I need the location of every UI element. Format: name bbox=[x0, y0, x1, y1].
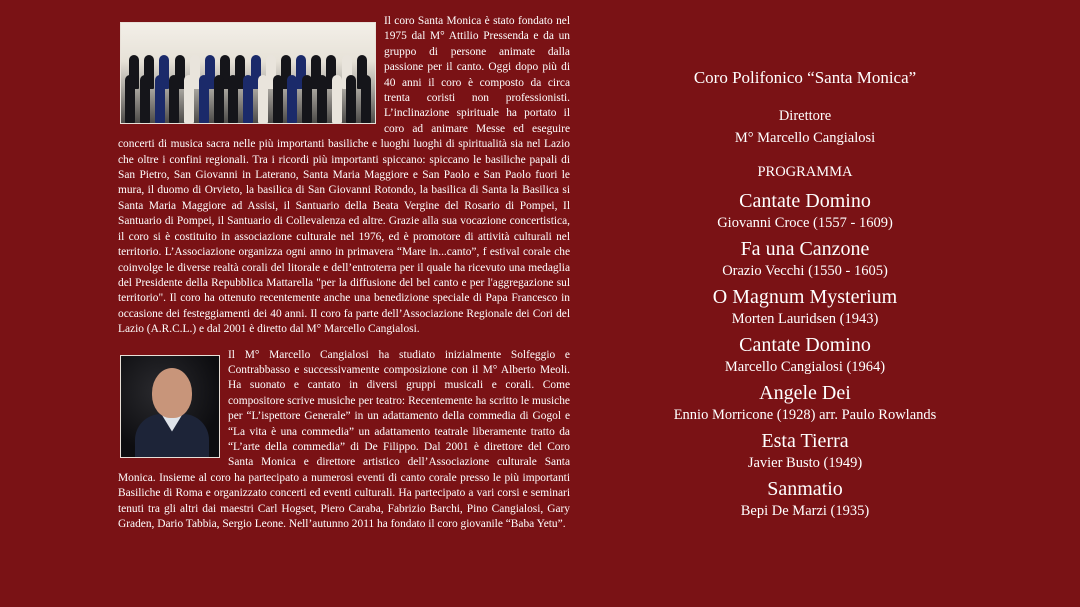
piece-title: Esta Tierra bbox=[761, 430, 849, 452]
piece-composer: Morten Lauridsen (1943) bbox=[731, 311, 879, 327]
piece-composer: Bepi De Marzi (1935) bbox=[740, 503, 870, 519]
director-label: Direttore bbox=[778, 108, 832, 124]
director-photo bbox=[120, 355, 220, 458]
piece-title: O Magnum Mysterium bbox=[712, 286, 898, 308]
director-head bbox=[152, 368, 192, 418]
piece-title: Cantate Domino bbox=[739, 190, 871, 212]
choir-title: Coro Polifonico “Santa Monica” bbox=[693, 68, 917, 87]
piece-title: Fa una Canzone bbox=[740, 238, 870, 260]
director-name: M° Marcello Cangialosi bbox=[734, 130, 876, 146]
piece-composer: Ennio Morricone (1928) arr. Paulo Rowlands bbox=[673, 407, 937, 423]
piece-title: Angele Dei bbox=[759, 382, 851, 404]
director-bio-text: Il M° Marcello Cangialosi ha studiato inizialmente Solfeggio e Contrabbasso e successivamente composizione con il M° Alberto Meoli. Ha suonato e cantato in diversi gruppi musicali e corali. Come compositore scrive musiche per teatro: Recentemente ha scritto le musiche per “L’ispettore Generale” in un adattamento della commedia di Gogol e “La vita è una commedia” un adattamento teatrale liberamente tratto da “L’arte della commedia” di De Filippo. Dal 2001 è direttore del Coro Santa Monica e direttore artistico dell’Associazione culturale Santa Monica. Insieme al coro ha partecipato a numerosi eventi di canto corale presso le più importanti Basiliche di Roma e organizzato concerti ed eventi culturali. Ha partecipato a vari corsi e seminari tenuti tra gli altri dai maestri Carl Hogset, Piero Caraba, Fabrizio Barchi, Pino Cangialosi, Gary Graden, Dario Tabbia, Sergio Leone. Nell’autunno 2011 ha fondato il coro giovanile “Baba Yetu”. bbox=[118, 348, 570, 530]
piece-composer: Giovanni Croce (1557 - 1609) bbox=[717, 215, 893, 231]
piece-composer: Marcello Cangialosi (1964) bbox=[724, 359, 886, 375]
piece-title: Cantate Domino bbox=[739, 334, 871, 356]
piece-composer: Orazio Vecchi (1550 - 1605) bbox=[722, 263, 888, 279]
choir-history-text: Il coro Santa Monica è stato fondato nel 1975 dal M° Attilio Pressenda e da un gruppo di persone animate dalla passione per il canto. Oggi dopo più di 40 anni il coro è composto da circa trenta coristi non professionisti. L’inclinazione spirituale ha portato il coro ad animare Messe ed eseguire concerti di musica sacra nelle più importanti basiliche e luoghi luoghi di spiritualità sia nel Lazio che oltre i confini regionali. Tra i ricordi più importanti spiccano: spiccano le basiliche papali di San Pietro, San Giovanni in Laterano, Santa Maria Maggiore e San Paolo e San Paolo fuori le mura, il duomo di Orvieto, la basilica di San Giovanni Rotondo, la basilica di Santa la Basilica si Santa Maria Maggiore ad Assisi, il Santuario della Beata Vergine del Rosario di Pompei, Il Santuario di Pompei, il Santuario di Collevalenza ed altre. Grazie alla sua vocazione concertistica, il coro si è costituito in associazione culturale nel 1976, ed è promotore di attività culturali nel territorio. L’Associazione organizza ogni anno in primavera “Mare in...canto”, f estival corale che coinvolge le diverse realtà corali del litorale e dell’entroterra per il quale ha ricevuto una medaglia del Presidente della Repubblica Mattarella "per la diffusione del bel canto e per l'aggregazione sul territorio". Il coro ha ottenuto recentemente anche una benedizione speciale di Papa Francesco in occasione dei festeggiamenti dei 40 anni. Il coro fa parte dell’Associazione Regionale dei Cori del Lazio (A.R.C.L.) e dal 2001 è diretto dal M° Marcello Cangialosi. bbox=[118, 15, 570, 336]
choir-photo bbox=[120, 22, 376, 124]
left-column bbox=[118, 14, 570, 532]
choir-figures-front bbox=[125, 75, 371, 123]
piece-title: Sanmatio bbox=[767, 478, 843, 500]
program-label: PROGRAMMA bbox=[757, 164, 853, 180]
section-spacer bbox=[118, 338, 570, 348]
piece-composer: Javier Busto (1949) bbox=[747, 455, 863, 471]
